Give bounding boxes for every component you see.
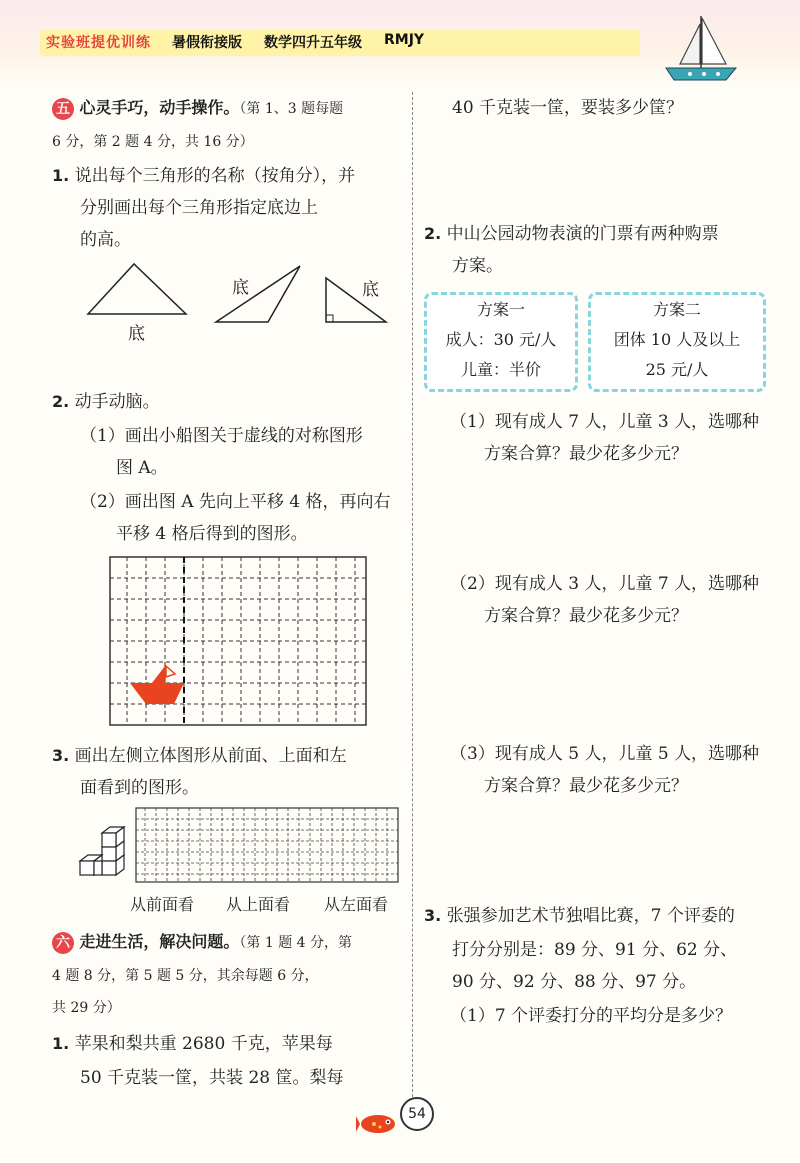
s6-q3-line3: 90 分、92 分、88 分、97 分。 [452,972,697,992]
s6-q3-num: 3. [424,906,442,925]
s6-q2-line2: 方案。 [452,256,503,276]
plan1-line2: 儿童：半价 [460,360,541,379]
subject-label: 数学四升五年级 [264,35,362,51]
triangle3-base-label: 底 [362,280,379,300]
s5-q2-title: 动手动脑。 [74,392,160,412]
column-divider [412,92,413,1102]
obtuse-triangle [88,264,186,314]
view-grid [134,806,400,884]
s6-q2-sub1-line2: 方案合算？最少花多少元？ [484,444,688,464]
fish-icon [356,1108,402,1136]
section6-badge: 六 [52,932,74,954]
view-label-left: 从左面看 [324,895,389,914]
s6-q1-line2: 50 千克装一筐，共装 28 筐。梨每 [80,1068,344,1088]
section6-points-1: （第 1 题 4 分，第 [239,935,353,951]
plan2-line2: 25 元/人 [645,360,709,379]
acute-triangle [216,266,300,322]
code-label: RMJY [384,32,425,48]
boat-grid [108,555,370,727]
s6-q3-sub1: （1）7 个评委打分的平均分是多少？ [450,1006,733,1026]
section5-points-1: （第 1、3 题每题 [239,101,344,117]
triangle2-base-label: 底 [232,278,249,298]
section5-points-2: 6 分，第 2 题 4 分，共 16 分） [52,134,254,150]
s6-q1-line1 [52,1028,333,1060]
s5-q2-sub1-line1: （1）画出小船图关于虚线的对称图形 [80,426,363,446]
s6-q3-line2: 打分分别是：89 分、91 分、62 分、 [452,940,738,960]
plan1-line1: 成人：30 元/人 [445,330,557,349]
s5-q3-line2: 面看到的图形。 [80,778,199,798]
s5-q2-sub2-line1: （2）画出图 A 先向上平移 4 格，再向右 [80,492,391,512]
edition-label: 暑假衔接版 [172,35,242,51]
cube-solid-figure [76,825,134,885]
view-label-top: 从上面看 [226,895,291,914]
s5-q2-sub2-line2: 平移 4 格后得到的图形。 [116,524,308,544]
boat-flag [166,666,175,677]
s6-q2-sub2-line1: （2）现有成人 3 人，儿童 7 人，选哪种 [450,574,760,594]
s6-q1-line3: 40 千克装一筐，要装多少筐？ [452,98,684,118]
plan2-box [588,292,766,392]
boat-sail-left [152,666,165,683]
s5-q1-line3: 的高。 [80,230,131,250]
plan1-title: 方案一 [476,300,525,319]
s6-q2-sub3-line2: 方案合算？最少花多少元？ [484,776,688,796]
s5-q2-num: 2. [52,392,70,411]
s6-q2-sub3-line1: （3）现有成人 5 人，儿童 5 人，选哪种 [450,744,760,764]
s5-q1-text1: 说出每个三角形的名称（按角分），并 [74,166,356,186]
series-title: 实验班提优训练 [46,35,151,51]
s6-q3-line1 [424,900,735,932]
s6-q2-num: 2. [424,224,442,243]
s6-q1-text1: 苹果和梨共重 2680 千克，苹果每 [74,1034,333,1054]
section6-points-3: 共 29 分） [52,1000,121,1016]
section6-heading [52,926,352,959]
section6-title: 走进生活，解决问题。 [79,932,240,951]
section5-heading [52,92,343,125]
s6-q2-line1 [424,218,719,250]
s5-q1-line1 [52,160,355,192]
s5-q3-num: 3. [52,746,70,765]
s5-q3-text1: 画出左侧立体图形从前面、上面和左 [74,746,347,766]
s6-q2-sub2-line2: 方案合算？最少花多少元？ [484,606,688,626]
section5-badge: 五 [52,98,74,120]
plan1-box [424,292,578,392]
section5-title: 心灵手巧，动手操作。 [79,98,240,117]
plan2-title: 方案二 [652,300,701,319]
s6-q2-text1: 中山公园动物表演的门票有两种购票 [446,224,719,244]
s5-q2-sub1-line2: 图 A。 [116,458,168,478]
section6-points-2: 4 题 8 分，第 5 题 5 分，其余每题 6 分， [52,968,319,984]
s6-q3-text1: 张强参加艺术节独唱比赛，7 个评委的 [446,906,735,926]
s6-q1-num: 1. [52,1034,70,1053]
plan2-line1: 团体 10 人及以上 [613,330,741,349]
s6-q2-sub1-line1: （1）现有成人 7 人，儿童 3 人，选哪种 [450,412,760,432]
s5-q2-line1 [52,386,160,418]
s5-q1-num: 1. [52,166,70,185]
view-label-front: 从前面看 [130,895,195,914]
triangle1-base-label: 底 [128,324,145,344]
boat-hull [130,683,184,704]
page-number: 54 [400,1097,434,1131]
sailboat-icon [660,14,740,86]
s5-q3-line1 [52,740,347,772]
s5-q1-line2: 分别画出每个三角形指定底边上 [80,198,318,218]
